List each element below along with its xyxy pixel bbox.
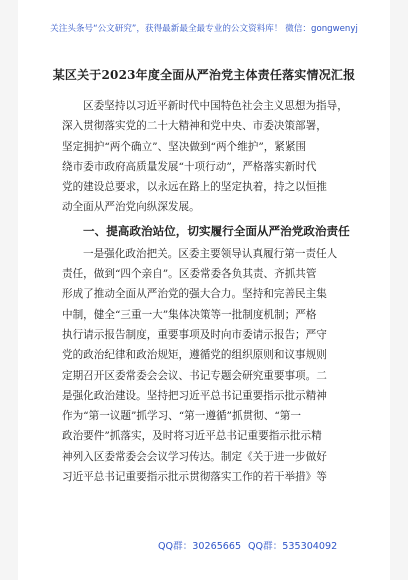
document-body bbox=[62, 96, 350, 487]
qq-group-1: QQ群：30265665 bbox=[158, 541, 242, 552]
body-line: 定期召开区委常委会会议、书记专题会研究重要事项。二 bbox=[62, 369, 327, 382]
body-line: 动全面从严治党向纵深发展。 bbox=[62, 201, 200, 214]
body-line: 中制，健全“三重一大”集体决策等一批制度机制；严格 bbox=[62, 308, 317, 321]
body-line: 是强化政治建设。坚持把习近平总书记重要指示批示精神 bbox=[62, 389, 327, 402]
body-line: 神列入区委常委会会议学习传达。制定《关于进一步做好 bbox=[62, 450, 327, 463]
document-page bbox=[18, 0, 390, 580]
body-line: 责任，做到“四个亲自”。区委常委各负其责、齐抓共管 bbox=[62, 268, 317, 281]
body-line: 执行请示报告制度，重要事项及时向市委请示报告；严守 bbox=[62, 328, 327, 341]
qq-group-2: QQ群：535304092 bbox=[248, 541, 338, 552]
body-line: 政治要件”抓落实，及时将习近平总书记重要指示批示精 bbox=[62, 430, 322, 443]
document-title: 某区关于2023年度全面从严治党主体责任落实情况汇报 bbox=[52, 68, 356, 82]
header-banner: 关注头条号“公文研究”，获得最新最全最专业的公文资料库！ 微信：gongwenyj bbox=[50, 24, 358, 34]
body-line: 绕市委市政府高质量发展“十项行动”，严格落实新时代 bbox=[62, 160, 317, 173]
body-line: 党的建设总要求，以永远在路上的坚定执着，持之以恒推 bbox=[62, 181, 327, 194]
body-line: 形成了推动全面从严治党的强大合力。坚持和完善民主集 bbox=[62, 288, 327, 301]
body-line: 区委坚持以习近平新时代中国特色社会主义思想为指导， bbox=[83, 100, 348, 112]
body-line: 深入贯彻落实党的二十大精神和党中央、市委决策部署， bbox=[62, 120, 327, 133]
body-line: 党的政治纪律和政治规矩，遵循党的组织原则和议事规则 bbox=[62, 349, 327, 362]
body-line: 坚定拥护“两个确立”、坚决做到“两个维护”，紧紧围 bbox=[62, 140, 307, 153]
body-line: 作为“第一议题”抓学习、“第一遵循”抓贯彻、“第一 bbox=[62, 410, 301, 423]
body-line: 习近平总书记重要指示批示贯彻落实工作的若干举措》等 bbox=[62, 471, 327, 484]
body-line: 一是强化政治把关。区委主要领导认真履行第一责任人 bbox=[83, 247, 338, 260]
section-heading: 一、提高政治站位，切实履行全面从严治党政治责任 bbox=[83, 223, 350, 238]
